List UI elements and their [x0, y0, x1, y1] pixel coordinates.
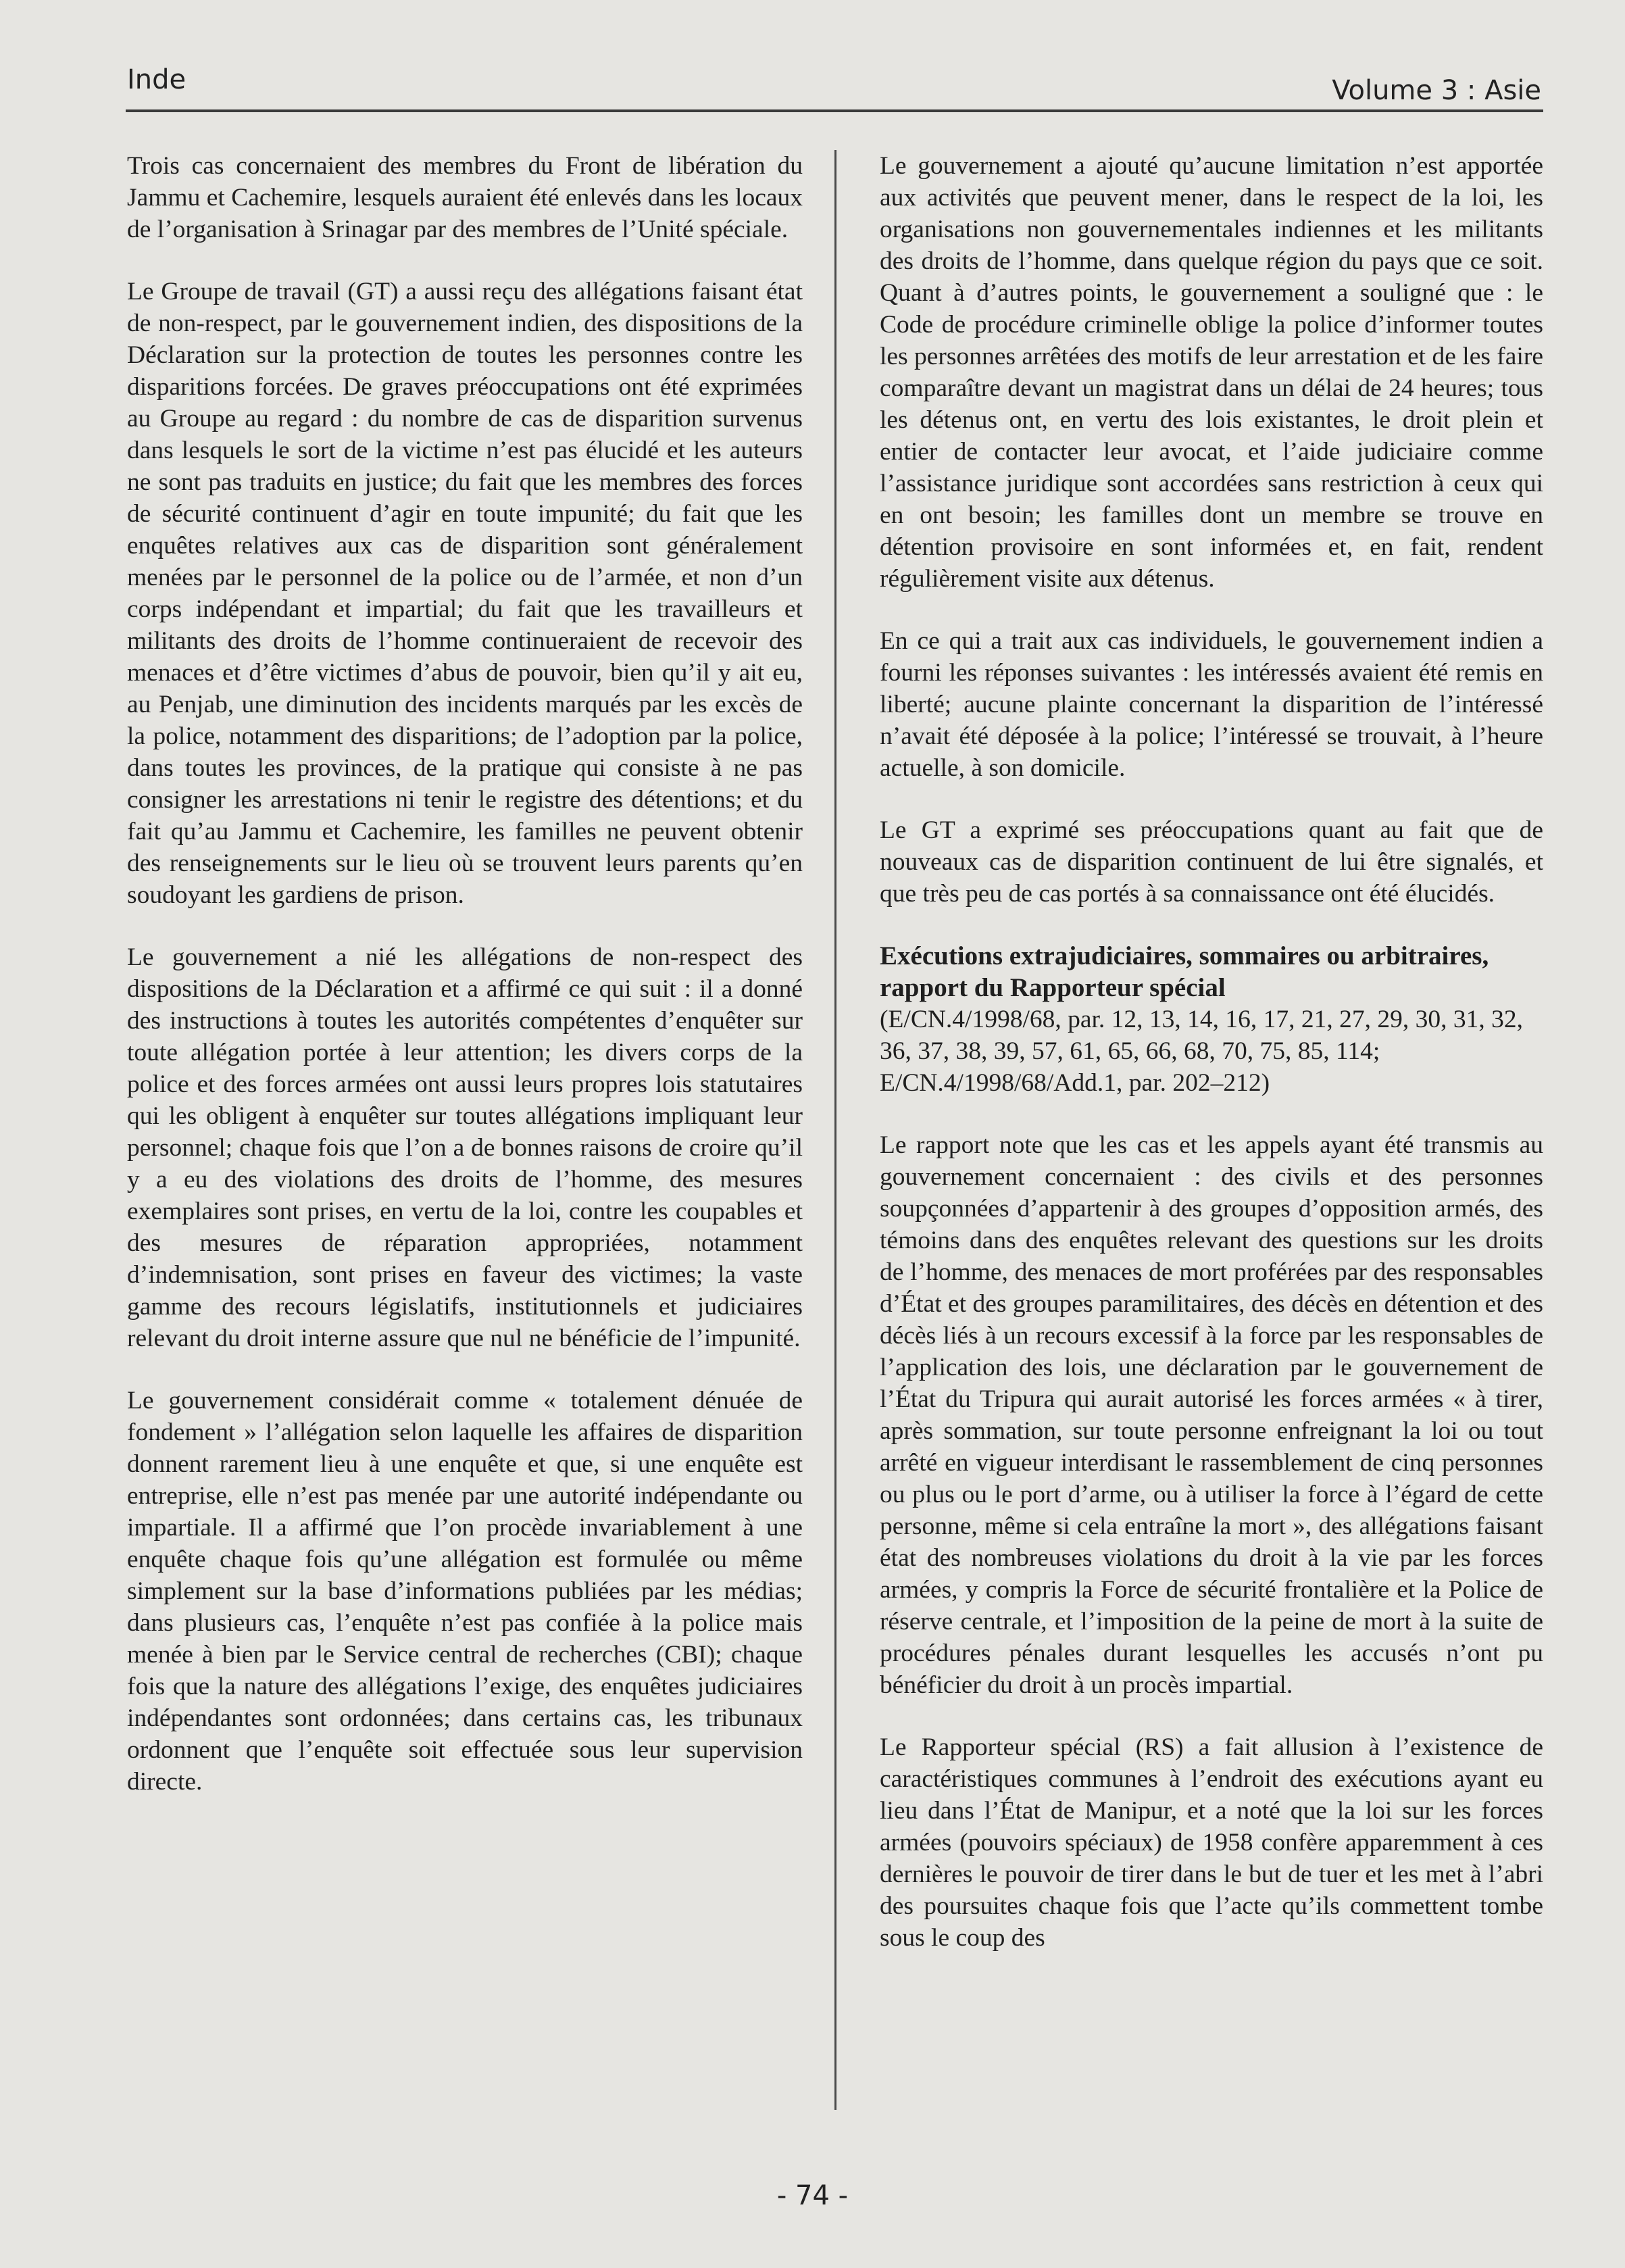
paragraph: Le gouvernement a nié les allégations de non-respect des dispositions de la Déclaration et a affirmé ce qui suit : il a donné des instructions à toutes les autorités compétentes d’enquêter sur toute allégation portée à leur attention; les divers corps de la police et des forces armées ont aussi leurs propres lois statutaires qui les obligent à enquêter sur toutes allégations impliquant leur personnel; chaque fois que l’on a de bonnes raisons de croire qu’il y a eu des violations des droits de l’homme, des mesures exemplaires sont prises, en vertu de la loi, contre les coupables et des mesures de réparation appropriées, notamment d’indemnisation, sont prises en faveur des victimes; la vaste gamme des recours législatifs, institutionnels et judiciaires relevant du droit interne assure que nul ne bénéficie de l’impunité.	[127, 943, 803, 1352]
paragraph: Le rapport note que les cas et les appels ayant été transmis au gouvernement concernaient : des civils et des personnes soupçonnées d’appartenir à des groupes d’opposition armés, des témoins dans des enquêtes relevant des questions sur les droits de l’homme, des menaces de mort proférées par des responsables d’État et des groupes paramilitaires, des décès en détention et des décès liés à un recours excessif à la force par les responsables de l’application des lois, une déclaration par le gouvernement de l’État du Tripura qui aurait autorisé les forces armées « à tirer, après sommation, sur toute personne enfreignant la loi ou tout arrêté en vigueur interdisant le rassemblement de cinq personnes ou plus ou le port d’arme, ou à utiliser la force à l’égard de cette personne, même si cela entraîne la mort », des allégations faisant état des nombreuses violations du droit à la vie par les forces armées, y compris la Force de sécurité frontalière et la Police de réserve centrale, et l’imposition de la peine de mort à la suite de procédures pénales durant lesquelles les accusés n’ont pu bénéficier du droit à un procès impartial.	[880, 1131, 1543, 1699]
paragraph: Le Rapporteur spécial (RS) a fait allusion à l’existence de caractéristiques communes à l’endroit des exécutions ayant eu lieu dans l’État de Manipur, et a noté que la loi sur les forces armées (pouvoirs spéciaux) de 1958 confère apparemment à ces dernières le pouvoir de tirer dans le but de tuer et les met à l’abri des poursuites chaque fois que l’acte qu’ils commettent tombe sous le coup des	[880, 1733, 1543, 1952]
paragraph: Le gouvernement considérait comme « totalement dénuée de fondement » l’allégation selon laquelle les affaires de disparition donnent rarement lieu à une enquête et que, si une enquête est entreprise, elle n’est pas menée par une autorité indépendante ou impartiale. Il a affirmé que l’on procède invariablement à une enquête chaque fois qu’une allégation est formulée ou même simplement sur la base d’informations publiées par les médias; dans plusieurs cas, l’enquête n’est pas confiée à la police mais menée à bien par le Service central de recherches (CBI); chaque fois que la nature des allégations l’exige, des enquêtes judiciaires indépendantes sont ordonnées; dans certains cas, les tribunaux ordonnent que l’enquête soit effectuée sous leur supervision directe.	[127, 1387, 803, 1796]
paragraph: Le gouvernement a ajouté qu’aucune limitation n’est apportée aux activités que peuvent mener, dans le respect de la loi, les organisations non gouvernementales indiennes et les militants des droits de l’homme, dans quelque région du pays que ce soit. Quant à d’autres points, le gouvernement a souligné que : le Code de procédure criminelle oblige la police d’informer toutes les personnes arrêtées des motifs de leur arrestation et de les faire comparaître devant un magistrat dans un délai de 24 heures; tous les détenus ont, en vertu des lois existantes, le droit plein et entier de contacter leur avocat, et l’aide judiciaire comme l’assistance juridique sont accordées sans restriction à ceux qui en ont besoin; les familles dont un membre se trouve en détention provisoire en sont informées et, en fait, rendent régulièrement visite aux détenus.	[880, 152, 1543, 593]
running-header-country: Inde	[127, 64, 186, 95]
paragraph: En ce qui a trait aux cas individuels, le gouvernement indien a fourni les réponses suivantes : les intéressés avaient été remis en liberté; aucune plainte concernant la disparition de l’intéressé n’avait été déposée à la police; l’intéressé se trouvait, à l’heure actuelle, à son domicile.	[880, 627, 1543, 782]
left-column	[127, 150, 803, 1828]
section-heading: Exécutions extrajudiciaires, sommaires ou arbitraires, rapport du Rapporteur spécial	[880, 941, 1489, 1002]
page-number: - 74 -	[776, 2180, 849, 2211]
right-column	[880, 150, 1543, 1954]
header-rule	[126, 109, 1543, 112]
paragraph: Le GT a exprimé ses préoccupations quant au fait que de nouveaux cas de disparition continuent de lui être signalés, et que très peu de cas portés à sa connaissance ont été élucidés.	[880, 816, 1543, 908]
paragraph: Trois cas concernaient des membres du Front de libération du Jammu et Cachemire, lesquels auraient été enlevés dans les locaux de l’organisation à Srinagar par des membres de l’Unité spéciale.	[127, 152, 803, 243]
column-divider	[834, 150, 836, 2110]
paragraph: Le Groupe de travail (GT) a aussi reçu des allégations faisant état de non-respect, par le gouvernement indien, des dispositions de la Déclaration sur la protection de toutes les personnes contre les disparitions forcées. De graves préoccupations ont été exprimées au Groupe au regard : du nombre de cas de disparition survenus dans lesquels le sort de la victime n’est pas élucidé et les auteurs ne sont pas traduits en justice; du fait que les membres des forces de sécurité continuent d’agir en toute impunité; du fait que les enquêtes relatives aux cas de disparition sont généralement menées par le personnel de la police ou de l’armée, et non d’un corps indépendant et impartial; du fait que les travailleurs et militants des droits de l’homme continueraient de recevoir des menaces et d’être victimes d’abus de pouvoir, bien qu’il y ait eu, au Penjab, une diminution des incidents marqués par les excès de la police, notamment des disparitions; de l’adoption par la police, dans toutes les provinces, de la pratique qui consiste à ne pas consigner les arrestations ni tenir le registre des détentions; et du fait qu’au Jammu et Cachemire, les familles ne peuvent obtenir des renseignements sur le lieu où se trouvent leurs parents qu’en soudoyant les gardiens de prison.	[127, 278, 803, 909]
section-reference: (E/CN.4/1998/68, par. 12, 13, 14, 16, 17, 21, 27, 29, 30, 31, 32, 36, 37, 38, 39, 57, 61, 65, 66, 68, 70, 75, 85, 114; E/CN.4/1998/68/Add.1, par. 202–212)	[880, 1006, 1524, 1097]
running-header-volume: Volume 3 : Asie	[1332, 75, 1541, 106]
